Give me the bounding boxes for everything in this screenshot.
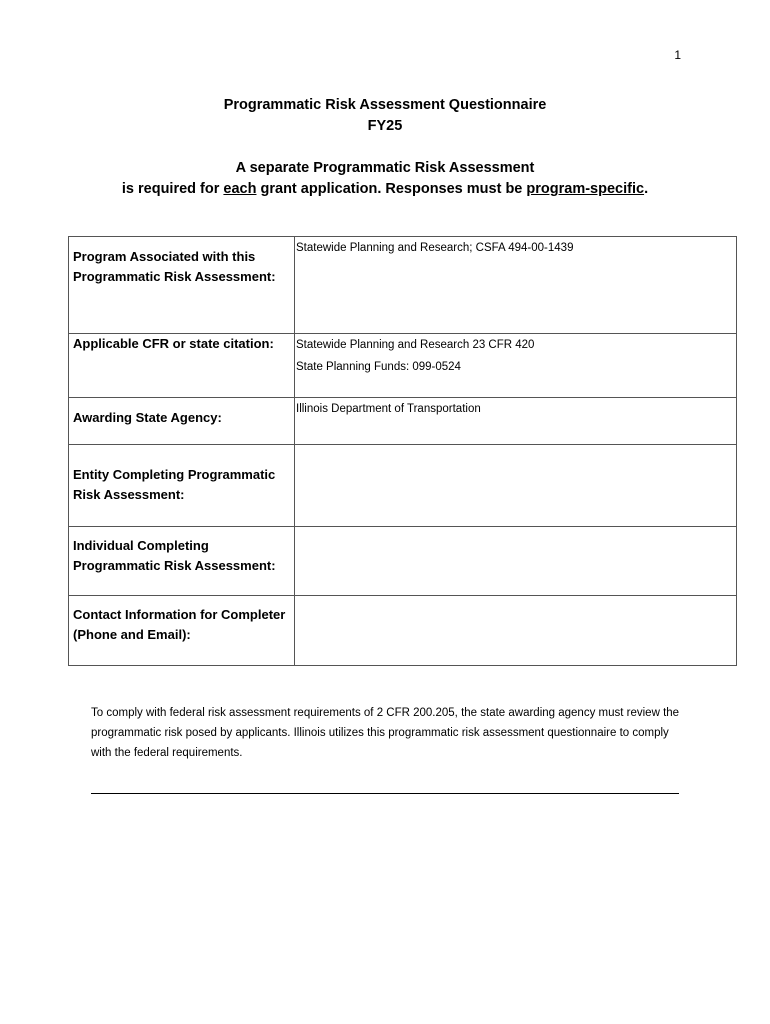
cfr-value-2: State Planning Funds: 099-0524 <box>296 361 461 373</box>
table-row-contact <box>69 596 737 666</box>
agency-value-cell[interactable] <box>295 398 737 445</box>
agency-label: Awarding State Agency: <box>73 410 222 425</box>
contact-label: Contact Information for Completer (Phone and Email): <box>73 607 286 642</box>
entity-value-cell[interactable] <box>295 445 737 527</box>
program-value: Statewide Planning and Research; CSFA 494-00-1439 <box>296 242 574 254</box>
table-row-entity <box>69 445 737 527</box>
individual-label-cell <box>69 527 295 596</box>
cfr-value-1: Statewide Planning and Research 23 CFR 420 <box>296 339 535 351</box>
program-label: Program Associated with this Programmatic Risk Assessment: <box>73 249 276 284</box>
document-title: Programmatic Risk Assessment Questionnaire <box>223 97 547 113</box>
page-number: 1 <box>674 48 681 62</box>
horizontal-rule <box>91 793 679 794</box>
compliance-note: To comply with federal risk assessment requirements of 2 CFR 200.205, the state awarding agency must review the programmatic risk posed by applicants. Illinois utilizes this programmatic risk assessment questionnaire to comply with the federal requirements. <box>91 707 680 759</box>
entity-label-cell <box>69 445 295 527</box>
requirement-period: . <box>644 181 649 197</box>
table-row-cfr-citation <box>69 334 737 398</box>
fiscal-year: FY25 <box>367 118 403 134</box>
cfr-label: Applicable CFR or state citation: <box>73 336 274 351</box>
contact-value-cell[interactable] <box>295 596 737 666</box>
table-row-program <box>69 237 737 334</box>
risk-assessment-table <box>68 236 737 666</box>
each-emphasis: each <box>223 181 257 197</box>
requirement-text-2: grant application. Responses must be <box>256 181 527 197</box>
table-row-agency <box>69 398 737 445</box>
agency-value: Illinois Department of Transportation <box>296 403 481 415</box>
requirement-heading: A separate Programmatic Risk Assessment <box>235 160 535 176</box>
requirement-text-1: is required for <box>121 181 224 197</box>
requirement-line <box>0 179 770 200</box>
agency-label-cell <box>69 398 295 445</box>
entity-label: Entity Completing Programmatic Risk Assessment: <box>73 467 276 502</box>
individual-value-cell[interactable] <box>295 527 737 596</box>
program-value-cell[interactable] <box>295 237 737 334</box>
cfr-label-cell <box>69 334 295 398</box>
program-label-cell <box>69 237 295 334</box>
individual-label: Individual Completing Programmatic Risk Assessment: <box>73 538 276 573</box>
document-title-block <box>0 95 770 200</box>
table-row-individual <box>69 527 737 596</box>
cfr-value-cell[interactable] <box>295 334 737 398</box>
program-specific-emphasis: program-specific <box>526 181 645 197</box>
contact-label-cell <box>69 596 295 666</box>
